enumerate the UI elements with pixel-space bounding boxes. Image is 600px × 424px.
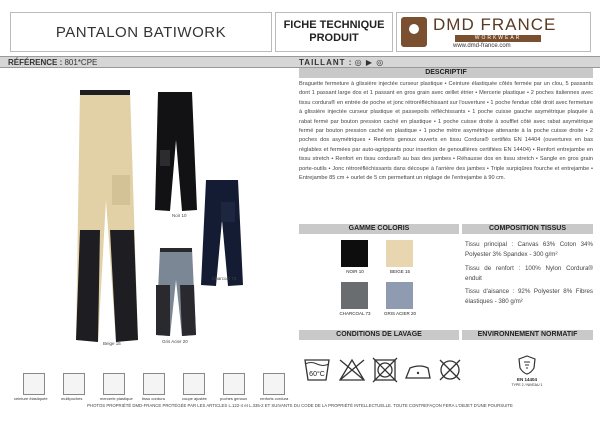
brand-name: DMD FRANCE: [433, 15, 557, 34]
reference-label: RÉFÉRENCE :: [8, 58, 63, 67]
norm-label: EN 14404: [516, 377, 537, 382]
composition-main: Tissu principal : Canvas 63% Coton 34% Polyester 3% Spandex - 300 g/m²: [465, 241, 593, 259]
swatch-label: BEIGE 15: [389, 269, 410, 274]
colors-heading: GAMME COLORIS: [299, 224, 459, 234]
swatch-charcoal: [341, 282, 368, 309]
brand-url: www.dmd-france.com: [453, 43, 511, 49]
reference-value: 801*CPE: [64, 58, 98, 67]
composition-renfort: Tissu de renfort : 100% Nylon Cordura® enduit: [465, 264, 593, 282]
feature-label: coupe ajustée: [182, 396, 207, 401]
elastic-waist-icon: [23, 373, 45, 395]
sheet-type-line2: PRODUIT: [309, 32, 359, 44]
photo-caption-beige: Beige 15: [103, 341, 121, 346]
norm-type: TYPE 2 / NIVEAU 1: [511, 383, 543, 387]
no-dry-clean-icon: [440, 360, 460, 380]
composition-heading: COMPOSITION TISSUS: [462, 224, 593, 234]
brand-mark-icon: [401, 17, 427, 47]
swatch-beige: [386, 240, 413, 267]
washing-symbols: [302, 356, 462, 386]
swatch-label: NOIR 10: [346, 269, 364, 274]
footer-legal: PHOTOS PROPRIÉTÉ DMD-FRANCE PROTÉGÉE PAR LES ARTICLES L.122-4 et L.335-2 ET SUIVANTS DU CODE DE LA PROPRIÉTÉ INTELLECTUELLE. TOUTE CONTREFAÇON FERA L'OBJET D'UNE POURSUITE: [87, 403, 513, 408]
feature-label: renforts cordura: [260, 396, 289, 401]
size-fit: [299, 57, 384, 68]
composition-text: [465, 240, 593, 308]
swatch-noir: [341, 240, 368, 267]
product-title: PANTALON BATIWORK: [10, 12, 272, 52]
multi-pocket-icon: [63, 373, 85, 395]
environment-heading: ENVIRONNEMENT NORMATIF: [462, 330, 593, 340]
no-bleach-icon: [340, 360, 364, 380]
feature-label: ceinture élastiquée: [14, 396, 48, 401]
plastic-hardware-icon: [103, 373, 125, 395]
pants-charcoal: [201, 180, 243, 286]
norm-shield-icon: [518, 355, 536, 375]
description-text: Braguette fermeture à glissière injectée curseur plastique • Ceinture élastiquée côtés fermée par un clou, 5 passants dont 1 passant large dos et 1 passant en gros grain avec œillet étrier • Mercerie plastique • 2 poches italiennes avec tissu cordura® en entrée de poche et jonc rétroréfléchissant sur l'ouverture • 1 poche fendue côté droit avec fermeture à glissière injectée curseur plastique et passepoils réfléchissants • 1 poche cuisse gauche asymétrique plaquée à rabat fermé par bouton pression caché en plastique • 1 poche cuisse droite à soufflet côté avec rabat asymétrique fermé par bouton pression caché en plastique • 1 poche mètre asymétrique attenante à la poche cuisse droite • 2 poches dos asymétriques • Renforts genoux ouverts en tissu Cordura® certifiés EN 14404 (ouvertures en bas réglables et fermées par auto-agrippants pour insertion de genouillères certifiées EN 14404) • Renfort entrejambe en tissu stretch • Renfort en tissu cordura® au bas des jambes • Réhausse dos en tissu stretch • Sangle en gros grain porte-outils • Jonc rétroréfléchissants dans découpe à l'arrière des jambes • Triple surpiqûres fourche et entrejambe • Entrejambe 85 cm + ourlet de 5 cm permettant un réglage de l'entrejambe à 90 cm.: [299, 81, 593, 182]
cordura-fabric-icon: [143, 373, 165, 395]
no-tumble-dry-icon: [373, 358, 397, 382]
product-photos: [60, 80, 290, 360]
washing-heading: CONDITIONS DE LAVAGE: [299, 330, 459, 340]
brand-tagline: WORKWEAR: [455, 35, 541, 42]
size-fit-label: TAILLANT :: [299, 58, 353, 67]
photo-caption-noir: Noir 10: [172, 213, 187, 218]
photo-caption-charcoal: Charcoal 73: [212, 276, 237, 281]
photo-caption-gris: Gris Acier 20: [162, 339, 188, 344]
feature-label: tissu cordura: [142, 396, 165, 401]
reference: [8, 57, 97, 68]
fitted-cut-icon: [183, 373, 205, 395]
composition-aisance: Tissu d'aisance : 92% Polyester 8% Fibres élastiques - 380 g/m²: [465, 288, 593, 306]
wash-temp: 60°C: [309, 371, 325, 378]
feature-label: mercerie plastique: [100, 396, 133, 401]
sheet-type-label: [275, 12, 393, 52]
description-heading: DESCRIPTIF: [299, 68, 593, 78]
iron-icon: [406, 366, 430, 378]
pants-gris-acier: [156, 248, 196, 336]
pants-noir: [155, 92, 197, 211]
swatch-label: GRIS ACIER 20: [383, 311, 416, 316]
knee-pocket-icon: [223, 373, 245, 395]
brand-logo: [396, 12, 591, 52]
cordura-reinforcement-icon: [263, 373, 285, 395]
size-fit-symbols: ◎ ▶ ◎: [354, 58, 385, 67]
sheet-type-line1: FICHE TECHNIQUE: [283, 19, 385, 31]
feature-label: poches genoux: [220, 396, 248, 401]
swatch-label: CHARCOAL 73: [339, 311, 371, 316]
feature-label: multipoches: [61, 396, 83, 401]
pants-beige-front: [76, 90, 138, 342]
swatch-gris-acier: [386, 282, 413, 309]
